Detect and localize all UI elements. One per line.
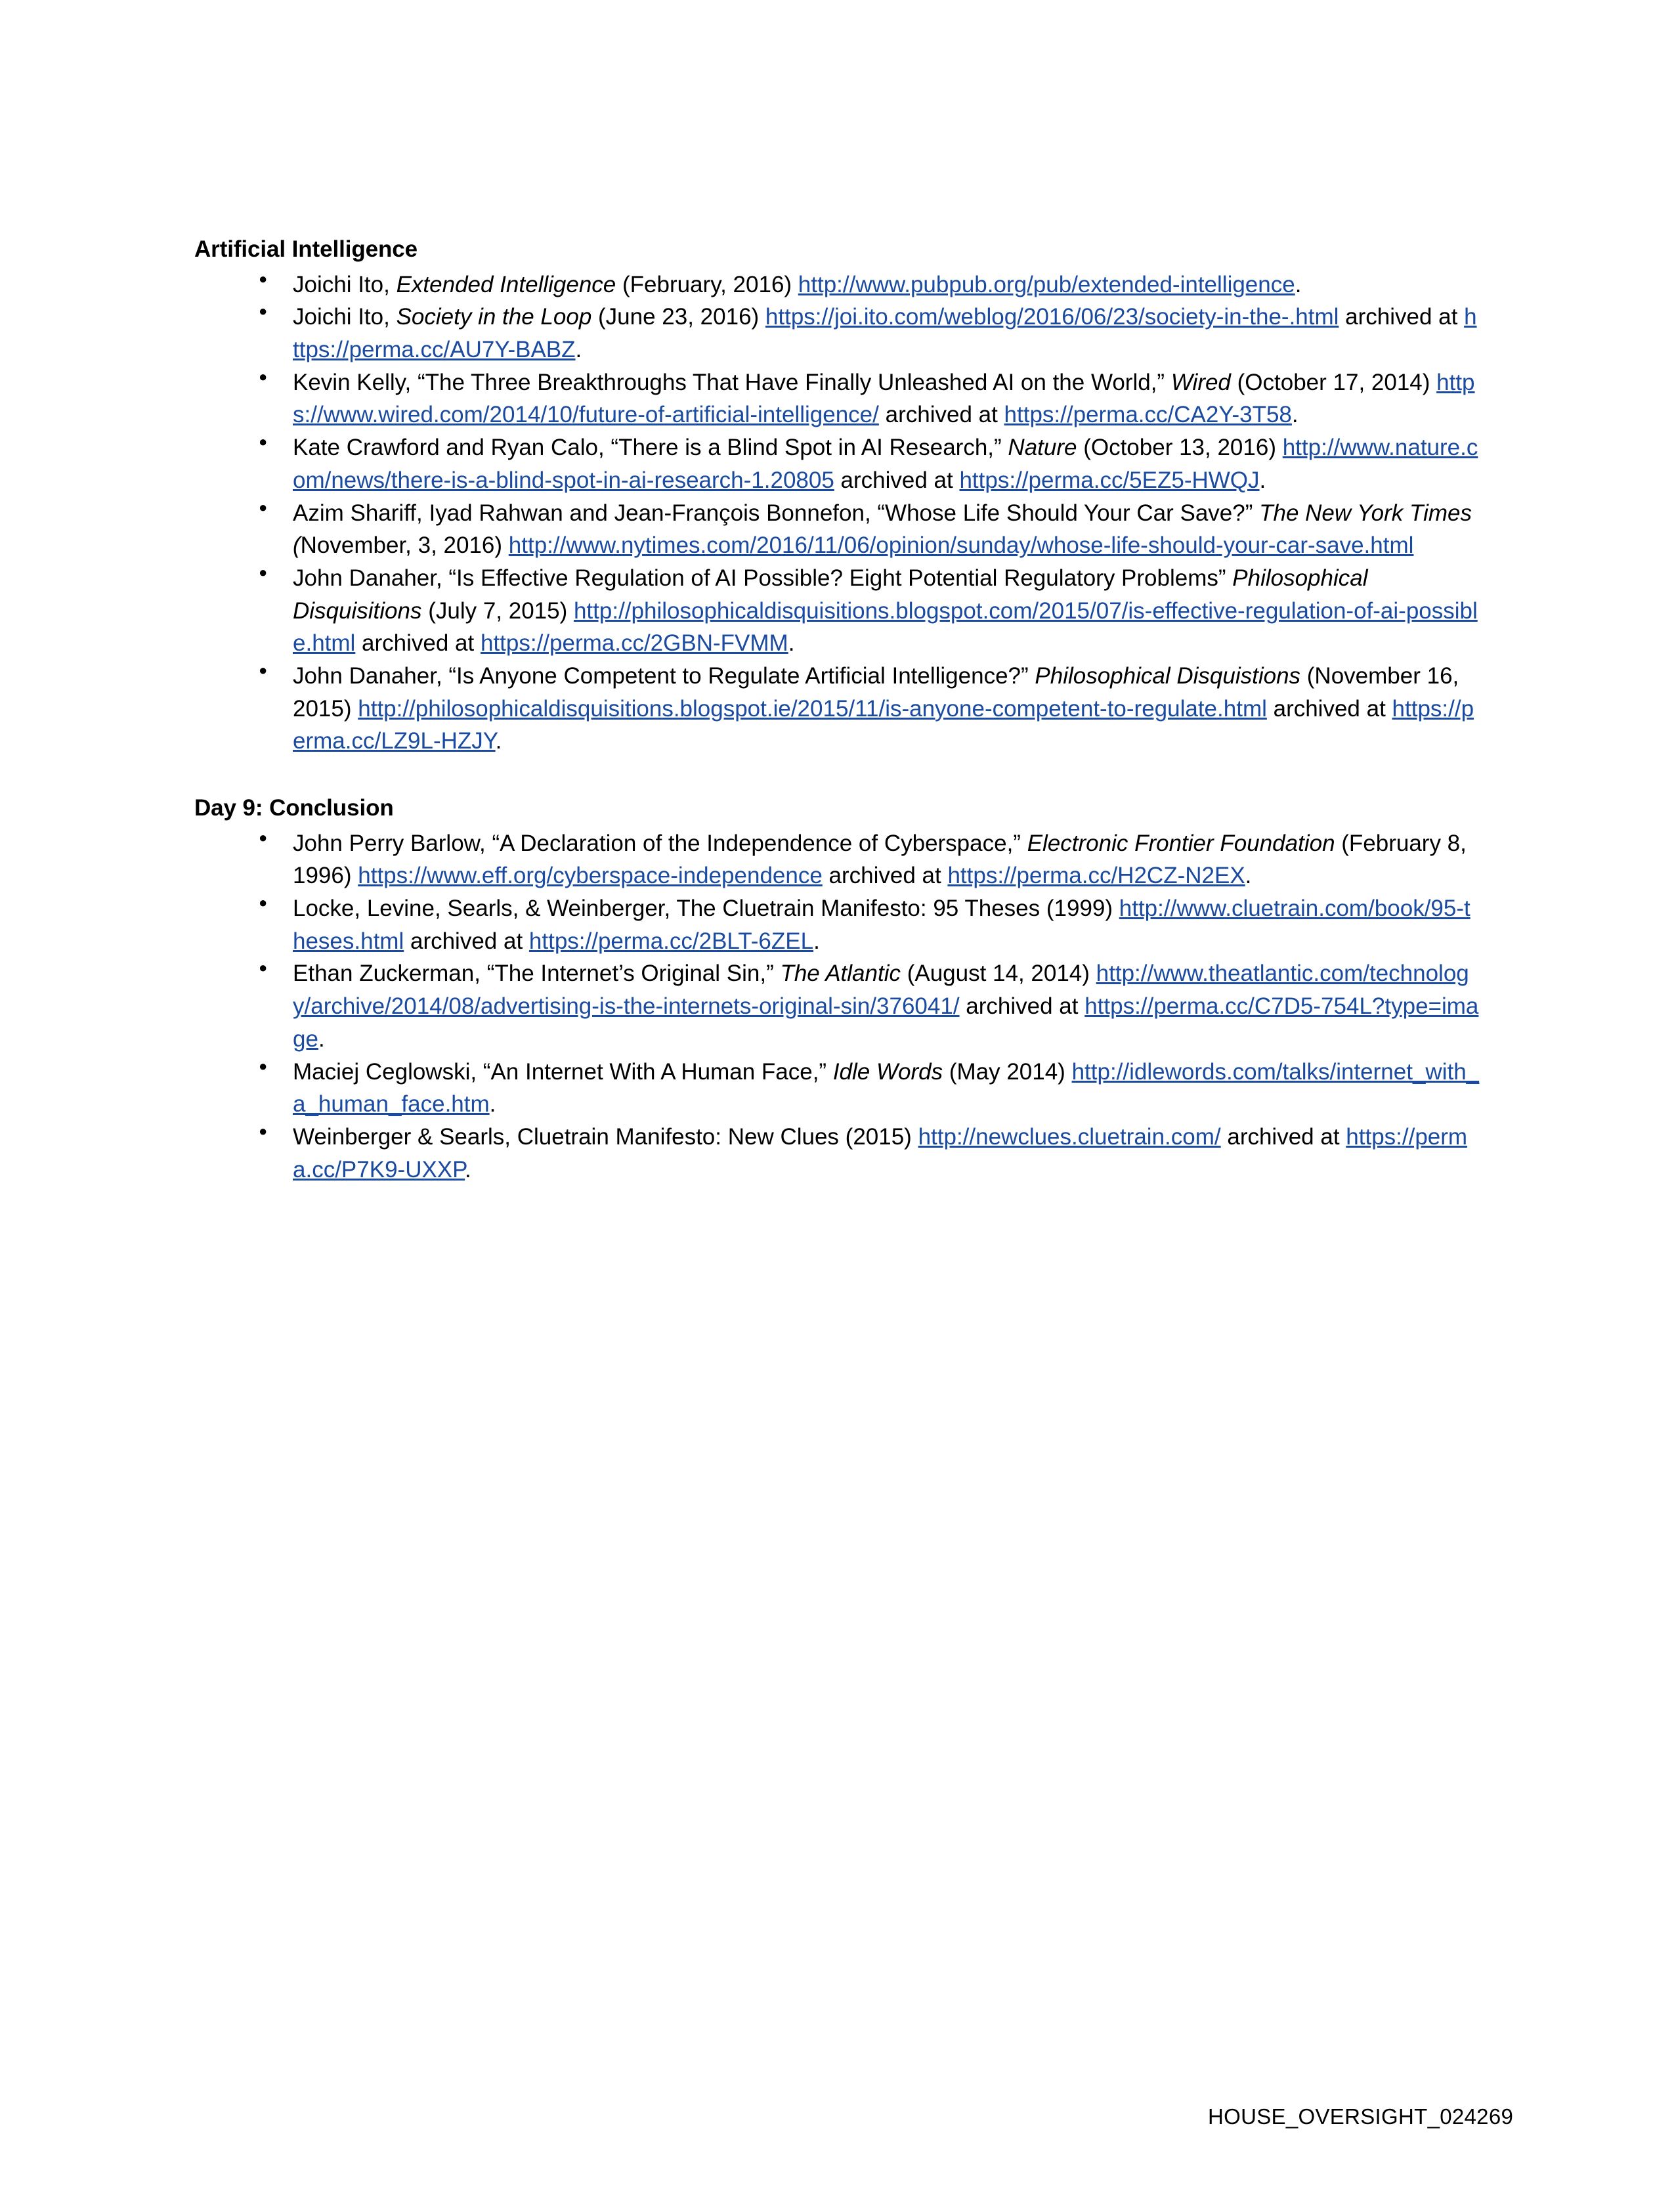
section-spacer	[194, 758, 1481, 792]
sections-container	[194, 233, 1481, 1186]
reference-item	[194, 562, 1481, 660]
reference-text: archived at	[959, 993, 1085, 1020]
reference-text: (October 13, 2016)	[1077, 435, 1283, 461]
reference-text: Kevin Kelly, “The Three Breakthroughs That Have Finally Unleashed AI on the World,”	[293, 369, 1171, 395]
reference-title-italic: Society in the Loop	[396, 304, 592, 330]
reference-text: Weinberger & Searls, Cluetrain Manifesto: New Clues (2015)	[293, 1123, 918, 1150]
reference-text: archived at	[834, 467, 960, 493]
reference-text: archived at	[355, 630, 481, 657]
reference-text: .	[1259, 467, 1266, 493]
reference-text: (November 16, 2015)	[293, 662, 1459, 722]
reference-text: Joichi Ito,	[293, 271, 397, 297]
reference-item	[194, 431, 1481, 496]
reference-text: (August 14, 2014)	[900, 961, 1096, 987]
bates-number-footer: HOUSE_OVERSIGHT_024269	[1208, 2104, 1514, 2129]
reference-item	[194, 497, 1481, 562]
reference-item	[194, 301, 1481, 366]
reference-link[interactable]: https://joi.ito.com/weblog/2016/06/23/society-in-the-.html	[765, 304, 1339, 330]
reference-link[interactable]: http://www.theatlantic.com/technology/archive/2014/08/advertising-is-the-internets-original-sin/376041/	[293, 961, 1469, 1020]
reference-link[interactable]: https://perma.cc/CA2Y-3T58	[1004, 402, 1292, 428]
reference-title-italic: Nature	[1008, 435, 1077, 461]
reference-link[interactable]: https://perma.cc/2BLT-6ZEL	[528, 928, 814, 954]
reference-text: .	[495, 728, 502, 754]
reference-text: .	[489, 1091, 496, 1117]
reference-link[interactable]: http://newclues.cluetrain.com/	[918, 1123, 1221, 1150]
reference-title-italic: Extended Intelligence	[396, 271, 616, 297]
reference-link[interactable]: https://perma.cc/2GBN-FVMM	[480, 630, 788, 657]
reference-item	[194, 827, 1481, 892]
reference-text: archived at	[404, 928, 529, 954]
reference-item	[194, 957, 1481, 1055]
reference-text: .	[1245, 863, 1252, 889]
reference-text: John Danaher, “Is Anyone Competent to Regulate Artificial Intelligence?”	[293, 662, 1035, 689]
reference-text: (October 17, 2014)	[1230, 369, 1437, 395]
reference-item	[194, 1056, 1481, 1121]
reference-text: (February 8, 1996)	[293, 830, 1467, 889]
reference-link[interactable]: http://www.pubpub.org/pub/extended-intelligence	[798, 271, 1295, 297]
reference-title-italic: Idle Words	[832, 1058, 943, 1085]
section-heading: Day 9: Conclusion	[194, 795, 394, 821]
reference-link[interactable]: https://perma.cc/5EZ5-HWQJ	[959, 467, 1260, 493]
reference-link[interactable]: https://perma.cc/AU7Y-BABZ	[293, 304, 1477, 363]
reference-link[interactable]: http://philosophicaldisquisitions.blogspot.com/2015/07/is-effective-regulation-of-ai-possible.html	[293, 597, 1478, 657]
reference-link[interactable]: http://www.nature.com/news/there-is-a-blind-spot-in-ai-research-1.20805	[293, 435, 1478, 493]
reference-item	[194, 269, 1481, 301]
reference-link[interactable]: https://perma.cc/LZ9L-HZJY	[293, 695, 1474, 754]
reference-text: Locke, Levine, Searls, & Weinberger, The Cluetrain Manifesto: 95 Theses (1999)	[293, 896, 1119, 922]
reference-text: archived at	[1339, 304, 1465, 330]
reference-link[interactable]: http://www.nytimes.com/2016/11/06/opinion/sunday/whose-life-should-your-car-save.html	[508, 532, 1414, 559]
reference-text: John Danaher, “Is Effective Regulation of AI Possible? Eight Potential Regulatory Problems”	[293, 565, 1233, 591]
section-heading: Artificial Intelligence	[194, 236, 418, 262]
reference-item	[194, 660, 1481, 758]
reference-link[interactable]: https://www.eff.org/cyberspace-independence	[358, 863, 823, 889]
reference-link[interactable]: https://perma.cc/C7D5-754L?type=image	[293, 993, 1479, 1052]
reference-list	[194, 827, 1481, 1186]
reference-text: .	[575, 337, 582, 363]
reference-text: archived at	[878, 402, 1004, 428]
reference-item	[194, 1121, 1481, 1186]
reference-link[interactable]: http://idlewords.com/talks/internet_with_a_human_face.htm	[293, 1058, 1480, 1117]
reference-text: (February, 2016)	[616, 271, 798, 297]
reference-text: John Perry Barlow, “A Declaration of the Independence of Cyberspace,”	[293, 830, 1027, 856]
document-body	[194, 233, 1481, 1186]
reference-text: archived at	[1266, 695, 1392, 722]
reference-text: .	[318, 1026, 325, 1052]
reference-link[interactable]: https://perma.cc/P7K9-UXXP	[293, 1123, 1468, 1182]
reference-title-italic: Electronic Frontier Foundation	[1027, 830, 1335, 856]
reference-text: .	[813, 928, 820, 954]
reference-title-italic: Philosophical Disquistions	[1035, 662, 1301, 689]
reference-item	[194, 366, 1481, 431]
reference-text: archived at	[822, 863, 948, 889]
reference-title-italic: The New York Times (	[293, 500, 1472, 559]
reference-text: Joichi Ito,	[293, 304, 397, 330]
reference-text: (July 7, 2015)	[421, 597, 574, 624]
reference-link[interactable]: https://perma.cc/H2CZ-N2EX	[947, 863, 1245, 889]
reference-title-italic: The Atlantic	[780, 961, 901, 987]
reference-link[interactable]: http://www.cluetrain.com/book/95-theses.html	[293, 896, 1470, 954]
reference-text: November, 3, 2016)	[300, 532, 509, 559]
reference-text: Ethan Zuckerman, “The Internet’s Original Sin,”	[293, 961, 781, 987]
reference-link[interactable]: http://philosophicaldisquisitions.blogspot.ie/2015/11/is-anyone-competent-to-regulate.html	[358, 695, 1267, 722]
reference-title-italic: Philosophical Disquisitions	[293, 565, 1368, 624]
reference-link[interactable]: https://www.wired.com/2014/10/future-of-artificial-intelligence/	[293, 369, 1475, 428]
reference-text: .	[788, 630, 795, 657]
reference-item	[194, 892, 1481, 957]
reference-text: (June 23, 2016)	[591, 304, 765, 330]
reference-text: archived at	[1220, 1123, 1346, 1150]
reference-text: Kate Crawford and Ryan Calo, “There is a Blind Spot in AI Research,”	[293, 435, 1008, 461]
reference-text: .	[1291, 402, 1298, 428]
reference-text: (May 2014)	[943, 1058, 1072, 1085]
reference-text: .	[465, 1156, 471, 1182]
reference-list	[194, 269, 1481, 758]
reference-text: Azim Shariff, Iyad Rahwan and Jean-François Bonnefon, “Whose Life Should Your Car Save?”	[293, 500, 1260, 526]
reference-text: .	[1295, 271, 1302, 297]
reference-text: Maciej Ceglowski, “An Internet With A Human Face,”	[293, 1058, 833, 1085]
reference-title-italic: Wired	[1170, 369, 1231, 395]
